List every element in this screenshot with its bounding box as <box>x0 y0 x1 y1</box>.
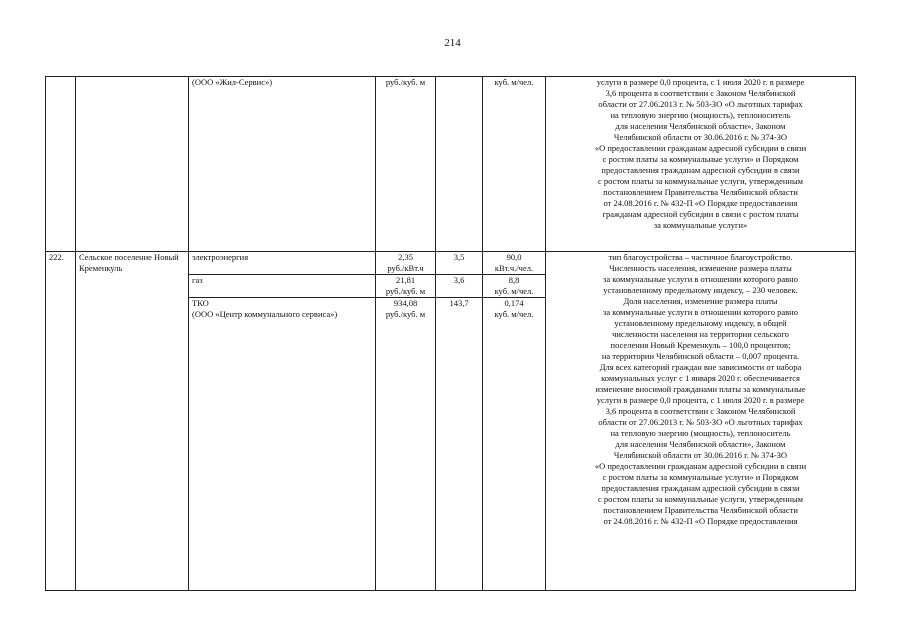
service-cell <box>189 275 376 298</box>
service-provider: (ООО «Центр коммунального сервиса») <box>192 309 338 319</box>
page-number: 214 <box>444 37 461 49</box>
description-line: установленному предельному индексу, в общей <box>614 318 787 328</box>
description-line: услуги в размере 0,0 процента, с 1 июля 2020 г. в размере <box>596 77 805 87</box>
description-line: области от 27.06.2013 г. № 503-ЗО «О льготных тарифах <box>598 99 803 109</box>
tariff-cell <box>376 275 436 298</box>
tariff-unit: руб./куб. м <box>385 286 426 296</box>
description-text <box>549 252 852 527</box>
tariff-table <box>45 76 856 591</box>
settlement-cell <box>76 252 189 591</box>
description-line: услуги в размере 0,0 процента, с 1 июля 2020 г. в размере <box>596 395 805 405</box>
index-value: 3,6 <box>453 275 465 285</box>
row-number: 222. <box>49 252 64 262</box>
service-cell <box>189 77 376 252</box>
description-line: Численность населения, изменение размера платы <box>609 263 792 273</box>
service-name: электроэнергия <box>192 252 249 262</box>
settlement-cell <box>76 77 189 252</box>
tariff-unit: руб./куб. м <box>385 77 426 87</box>
service-name: газ <box>192 275 203 285</box>
description-line: за коммунальные услуги в отношении которого равно <box>603 274 798 284</box>
norm-value: 90,0 <box>506 252 522 262</box>
row-number-cell <box>46 252 76 591</box>
service-cell <box>189 298 376 591</box>
description-line: за коммунальные услуги в отношении которого равно <box>603 307 798 317</box>
description-line: Челябинской области от 30.06.2016 г. № 374-ЗО <box>613 450 788 460</box>
description-line: Доля населения, изменение размера платы <box>623 296 778 306</box>
description-line: с ростом платы за коммунальные услуги» и Порядком <box>602 154 799 164</box>
tariff-value: 2,35 <box>398 252 413 262</box>
description-line: на тепловую энергию (мощность), теплоноситель <box>610 428 791 438</box>
norm-unit: куб. м/чел. <box>494 309 534 319</box>
description-line: для населения Челябинской области», Законом <box>615 121 786 131</box>
service-name: ТКО <box>192 298 209 308</box>
description-line: с ростом платы за коммунальные услуги» и Порядком <box>602 472 799 482</box>
description-line: области от 27.06.2013 г. № 503-ЗО «О льготных тарифах <box>598 417 803 427</box>
norm-unit: кВт.ч./чел. <box>494 263 534 273</box>
description-line: для населения Челябинской области», Законом <box>615 439 786 449</box>
description-line: постановлением Правительства Челябинской области <box>603 187 798 197</box>
description-line: численности населения на территории сельского <box>612 329 789 339</box>
description-line: гражданам адресной субсидии в связи с ростом платы <box>602 209 799 219</box>
index-cell <box>436 252 483 275</box>
norm-cell <box>483 77 546 252</box>
description-line: «О предоставлении гражданам адресной субсидии в связи <box>594 143 807 153</box>
settlement-name: Сельское поселение Новый Кременкуль <box>79 252 179 273</box>
description-line: 3,6 процента в соответствии с Законом Челябинской <box>605 406 796 416</box>
tariff-unit: руб./куб. м <box>385 309 426 319</box>
index-cell <box>436 298 483 591</box>
index-cell <box>436 77 483 252</box>
description-line: тип благоустройства – частичное благоустройство. <box>608 252 793 262</box>
index-value: 143,7 <box>449 298 469 308</box>
tariff-value: 934,08 <box>393 298 418 308</box>
table-row-222-electricity <box>46 252 856 275</box>
norm-cell <box>483 298 546 591</box>
tariff-unit: руб./кВт.ч <box>387 263 424 273</box>
description-line: от 24.08.2016 г. № 432-П «О Порядке предоставления <box>603 516 798 526</box>
norm-unit: куб. м/чел. <box>494 77 534 87</box>
description-line: коммунальных услуг с 1 января 2020 г. обеспечивается <box>601 373 800 383</box>
tariff-cell <box>376 298 436 591</box>
description-cell <box>546 77 856 252</box>
tariff-unit-cell <box>376 77 436 252</box>
norm-cell <box>483 275 546 298</box>
description-line: на тепловую энергию (мощность), теплоноситель <box>610 110 791 120</box>
description-line: постановлением Правительства Челябинской области <box>603 505 798 515</box>
norm-cell <box>483 252 546 275</box>
description-line: «О предоставлении гражданам адресной субсидии в связи <box>594 461 807 471</box>
description-line: Челябинской области от 30.06.2016 г. № 374-ЗО <box>613 132 788 142</box>
description-line: с ростом платы за коммунальные услуги, утвержденным <box>597 494 804 504</box>
description-line: предоставления гражданам адресной субсидии в связи <box>601 483 800 493</box>
description-line: с ростом платы за коммунальные услуги, утвержденным <box>597 176 804 186</box>
description-line: на территории Челябинской области – 0,007 процента. <box>601 351 800 361</box>
description-line: за коммунальные услуги» <box>653 220 748 230</box>
service-cell <box>189 252 376 275</box>
description-line: от 24.08.2016 г. № 432-П «О Порядке предоставления <box>603 198 798 208</box>
description-line: установленному предельному индексу, – 230 человек. <box>603 285 798 295</box>
norm-value: 0,174 <box>504 298 524 308</box>
tariff-cell <box>376 252 436 275</box>
tariff-value: 21,81 <box>395 275 416 285</box>
description-line: поселения Новый Кременкуль – 100,0 процентов; <box>610 340 791 350</box>
description-line: изменение вносимой гражданами платы за коммунальные <box>595 384 806 394</box>
description-text <box>549 77 852 231</box>
description-cell <box>546 252 856 591</box>
description-line: Для всех категорий граждан вне зависимости от набора <box>599 362 802 372</box>
service-provider: (ООО «Жил-Сервис») <box>192 77 273 87</box>
index-value: 3,5 <box>453 252 465 262</box>
row-number-cell <box>46 77 76 252</box>
table-row-continuation <box>46 77 856 252</box>
description-line: предоставления гражданам адресной субсидии в связи <box>601 165 800 175</box>
description-line: 3,6 процента в соответствии с Законом Челябинской <box>605 88 796 98</box>
norm-value: 8,8 <box>508 275 520 285</box>
norm-unit: куб. м/чел. <box>494 286 534 296</box>
index-cell <box>436 275 483 298</box>
